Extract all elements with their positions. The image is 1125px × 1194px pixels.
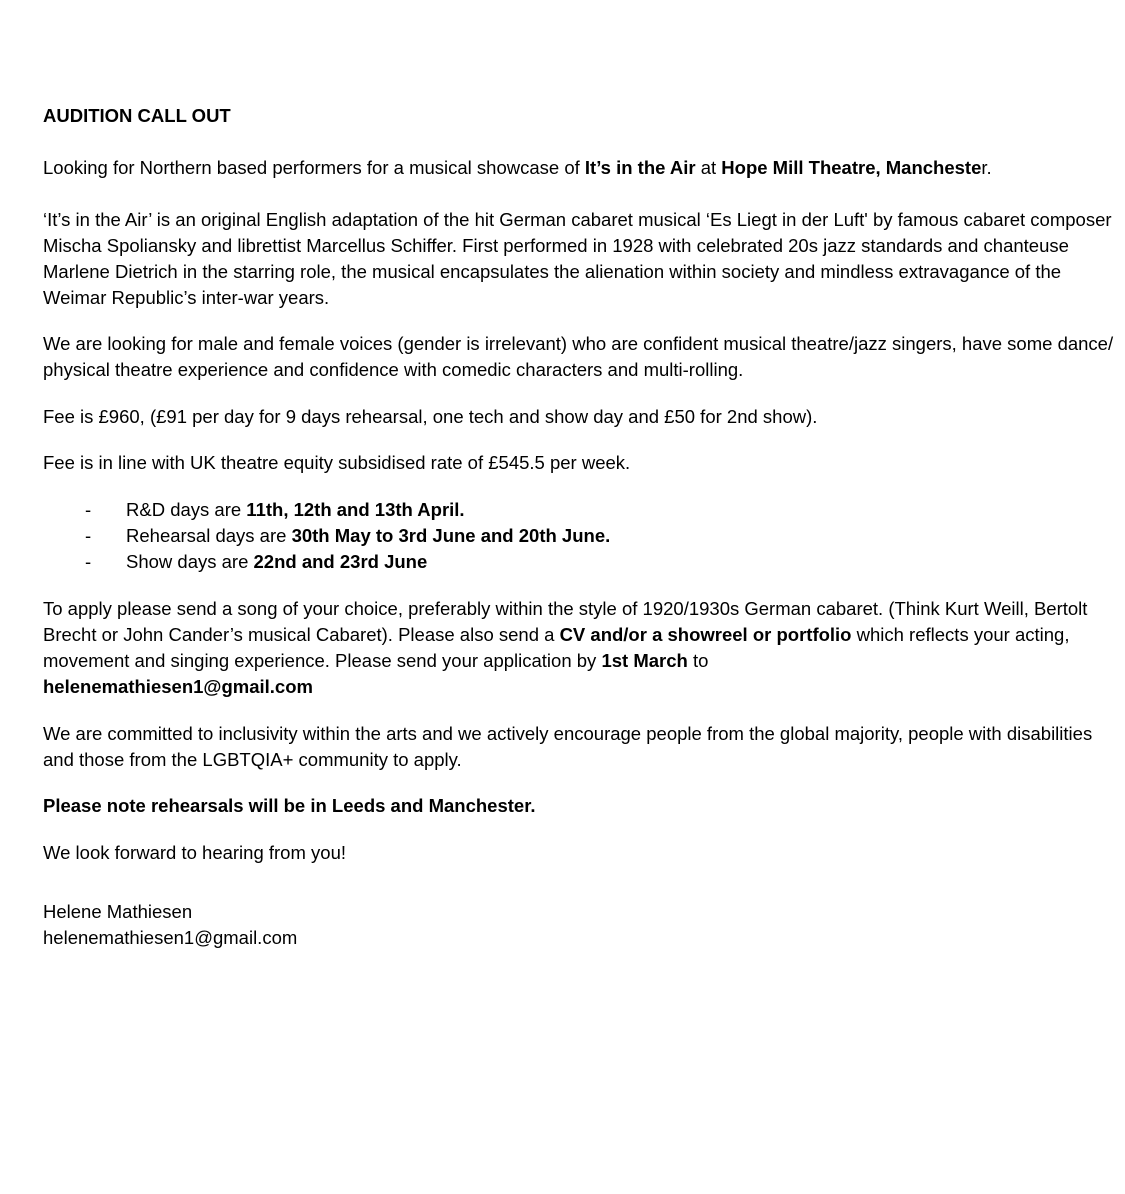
date-label: Rehearsal days are [126,525,292,546]
list-dash: - [85,551,92,572]
intro-text: Looking for Northern based performers for a musical showcase of [43,157,585,178]
apply-text-1: To apply please send a song of your choice, preferably within the style of 1920/1930s German cabaret. (Think Kurt Weill, Bertolt Brecht or John Cander’s musical Cabaret). Please also send a [43,598,1088,645]
apply-text-3: to [687,650,709,671]
document-title: AUDITION CALL OUT [43,105,231,126]
apply-paragraph [43,596,1118,700]
dates-list [43,497,1118,575]
inclusivity-paragraph: We are committed to inclusivity within the arts and we actively encourage people from the global majority, people with disabilities and those from the LGBTQIA+ community to apply. [43,723,1093,770]
intro-paragraph [43,155,1118,181]
list-item [43,549,1118,575]
list-item [43,523,1118,549]
looking-for-paragraph: We are looking for male and female voices (gender is irrelevant) who are confident musical theatre/jazz singers, have some dance/ physical theatre experience and confidence with comedic characters and multi-rolling. [43,333,1114,380]
apply-materials: CV and/or a showreel or portfolio [559,624,852,645]
closing-line: We look forward to hearing from you! [43,842,346,863]
intro-at: at [695,157,722,178]
list-item [43,497,1118,523]
date-value: 22nd and 23rd June [253,551,428,572]
show-title: It’s in the Air [584,157,696,178]
fee-paragraph: Fee is £960, (£91 per day for 9 days rehearsal, one tech and show day and £50 for 2nd show). [43,406,818,427]
date-value: 30th May to 3rd June and 20th June. [291,525,611,546]
venue-tail: r. [981,157,992,178]
apply-email: helenemathiesen1@gmail.com [43,676,313,697]
apply-text-2: which reflects your acting, movement and singing experience. Please send your application by [43,624,1070,671]
rehearsal-note-text: Please note rehearsals will be in Leeds and Manchester. [43,795,536,816]
apply-deadline: 1st March [601,650,688,671]
list-dash: - [85,525,92,546]
signature-name: Helene Mathiesen [43,901,193,922]
date-label: R&D days are [126,499,247,520]
list-dash: - [85,499,92,520]
rehearsal-note [43,793,1118,819]
date-label: Show days are [126,551,254,572]
document-page [43,103,1118,951]
venue-name: Hope Mill Theatre, Mancheste [721,157,982,178]
signature-email: helenemathiesen1@gmail.com [43,927,298,948]
about-paragraph: ‘It’s in the Air’ is an original English adaptation of the hit German cabaret musical ‘Es Liegt in der Luft' by famous cabaret composer Mischa Spoliansky and librettist Marcellus Schiffer. First performed in 1928 with celebrated 20s jazz standards and chanteuse Marlene Dietrich in the starring role, the musical encapsulates the alienation within society and mindless extravagance of the Weimar Republic’s inter-war years. [43,209,1112,308]
fee-note-paragraph: Fee is in line with UK theatre equity subsidised rate of £545.5 per week. [43,452,631,473]
date-value: 11th, 12th and 13th April. [246,499,465,520]
